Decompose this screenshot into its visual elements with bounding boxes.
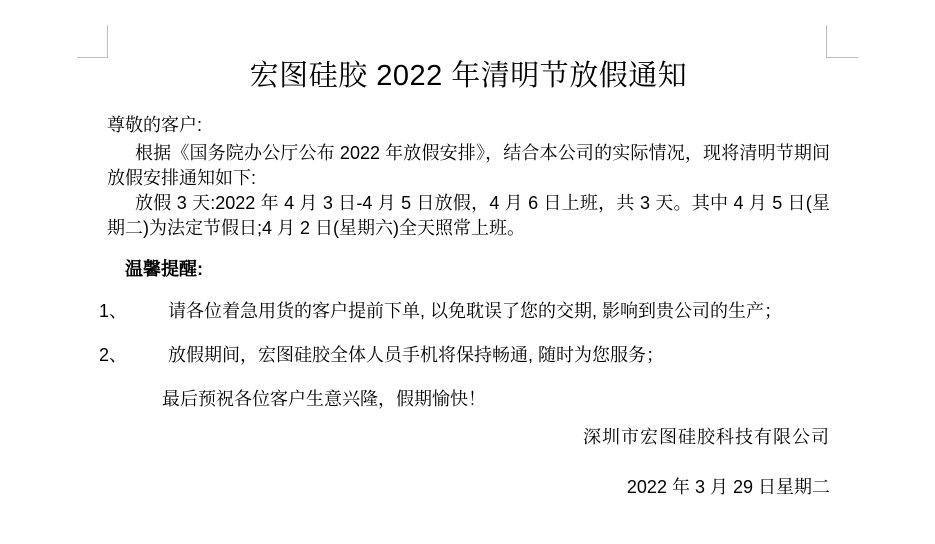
- margin-crop-mark-top-left: [77, 25, 108, 58]
- holiday-schedule-paragraph: 放假 3 天:2022 年 4 月 3 日-4 月 5 日放假，4 月 6 日上班，共 3 天。其中 4 月 5 日(星期二)为法定节假日;4 月 2 日(星期六)全天照常上班。: [107, 193, 830, 238]
- signature-date: 2022 年 3 月 29 日星期二: [626, 477, 830, 497]
- reminder-item-1-text: 请各位着急用货的客户提前下单, 以免耽误了您的交期, 影响到贵公司的生产；: [168, 301, 783, 321]
- reminder-item-1: [99, 299, 830, 324]
- reminder-heading: 温馨提醒:: [125, 259, 203, 279]
- reminder-item-2-number: 2、: [99, 345, 128, 365]
- reminder-item-2: [99, 343, 830, 368]
- document-title: 宏图硅胶 2022 年清明节放假通知: [249, 60, 688, 92]
- signature-company-name: 深圳市宏图硅胶科技有限公司: [583, 427, 830, 447]
- intro-paragraph: 根据《国务院办公厅公布 2022 年放假安排》，结合本公司的实际情况，现将清明节期间放假安排通知如下:: [107, 143, 830, 188]
- margin-crop-mark-top-right: [826, 25, 858, 58]
- closing-wish-line: 最后预祝各位客户生意兴隆，假期愉快！: [162, 389, 486, 409]
- reminder-item-1-number: 1、: [99, 301, 128, 321]
- document-body: [99, 57, 830, 500]
- salutation-line: 尊敬的客户:: [107, 115, 203, 135]
- reminder-item-2-text: 放假期间，宏图硅胶全体人员手机将保持畅通, 随时为您服务；: [168, 345, 664, 365]
